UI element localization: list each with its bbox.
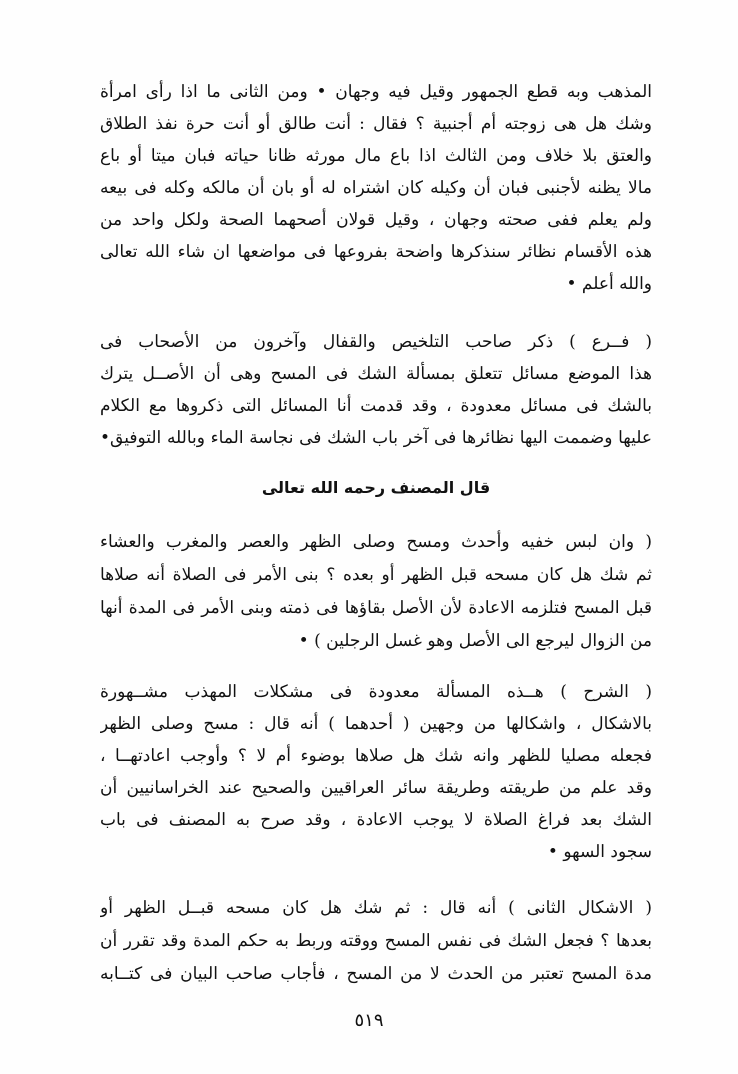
text-line: هذه الأقسام نظائر سنذكرها واضحة بفروعها فى مواضعها ان شاء الله تعالى (100, 242, 652, 262)
text-line: ثم شك هل كان مسحه قبل الظهر أو بعده ؟ بنى الأمر فى الصلاة أنه صلاها (100, 565, 652, 585)
paragraph-far (100, 326, 652, 454)
text-line: والعتق بلا خلاف ومن الثالث اذا باع مال مورثه ظانا حياته فبان ميتا أو باع (100, 146, 652, 166)
text-line: قبل المسح فتلزمه الاعادة لأن الأصل بقاؤها فى ذمته وبنى الأمر فى المدة أنها (100, 598, 652, 618)
text-line: من الزوال ليرجع الى الأصل وهو غسل الرجلين ) • (298, 631, 652, 651)
text-line: المذهب وبه قطع الجمهور وقيل فيه وجهان • ومن الثانى ما اذا رأى امرأة (100, 82, 652, 102)
paragraph-intro (100, 76, 652, 300)
text-line: ( الشرح ) هــذه المسألة معدودة فى مشكلات المهذب مشــهورة (100, 682, 652, 702)
text-line: وشك هل هى زوجته أم أجنبية ؟ فقال : أنت طالق أو أنت حرة نفذ الطلاق (100, 114, 652, 134)
text-line: هذا الموضع مسائل تتعلق بمسألة الشك فى المسح وهى أن الأصــل يترك (100, 364, 652, 384)
text-line: وقد علم من طريقته وطريقة سائر العراقيين والصحيح عند الخراسانيين أن (100, 778, 652, 798)
paragraph-sharh (100, 676, 652, 868)
page-number: ٥١٩ (354, 1010, 384, 1031)
text-line: مالا يظنه لأجنبى فبان أن وكيله كان اشتراه له أو بان أن مالكه وكله فى بيعه (100, 178, 652, 198)
text-line: عليها وضممت اليها نظائرها فى آخر باب الشك فى نجاسة الماء وبالله التوفيق• (100, 428, 652, 448)
paragraph-matn (100, 526, 652, 658)
text-line: والله أعلم • (566, 274, 652, 294)
text-line: بالشك فى مسائل معدودة ، وقد قدمت أنا المسائل التى ذكروها مع الكلام (100, 396, 652, 416)
text-line: مدة المسح تعتبر من الحدث لا من المسح ، فأجاب صاحب البيان فى كتــابه (100, 964, 652, 984)
text-line: ( فــرع ) ذكر صاحب التلخيص والقفال وآخرون من الأصحاب فى (100, 332, 652, 352)
text-line: بالاشكال ، واشكالها من وجهين ( أحدهما ) أنه قال : مسح وصلى الظهر (100, 714, 652, 734)
text-line: سجود السهو • (547, 842, 652, 862)
text-line: ( وان لبس خفيه وأحدث ومسح وصلى الظهر والعصر والمغرب والعشاء (100, 532, 652, 552)
text-line: الشك بعد فراغ الصلاة لا يوجب الاعادة ، وقد صرح به المصنف فى باب (100, 810, 652, 830)
text-line: فجعله مصليا للظهر وانه شك هل صلاها بوضوء أم لا ؟ وأوجب اعادتهــا ، (100, 746, 652, 766)
paragraph-ishkal (100, 892, 652, 991)
text-line: ( الاشكال الثانى ) أنه قال : ثم شك هل كان مسحه قبــل الظهر أو (100, 898, 652, 918)
text-line: بعدها ؟ فجعل الشك فى نفس المسح ووقته وربط به حكم المدة وقد تقرر أن (100, 931, 652, 951)
section-heading: قال المصنف رحمه الله تعالى (261, 478, 491, 497)
text-line: ولم يعلم ففى صحته وجهان ، وقيل قولان أصحهما الصحة ولكل واحد من (100, 210, 652, 230)
